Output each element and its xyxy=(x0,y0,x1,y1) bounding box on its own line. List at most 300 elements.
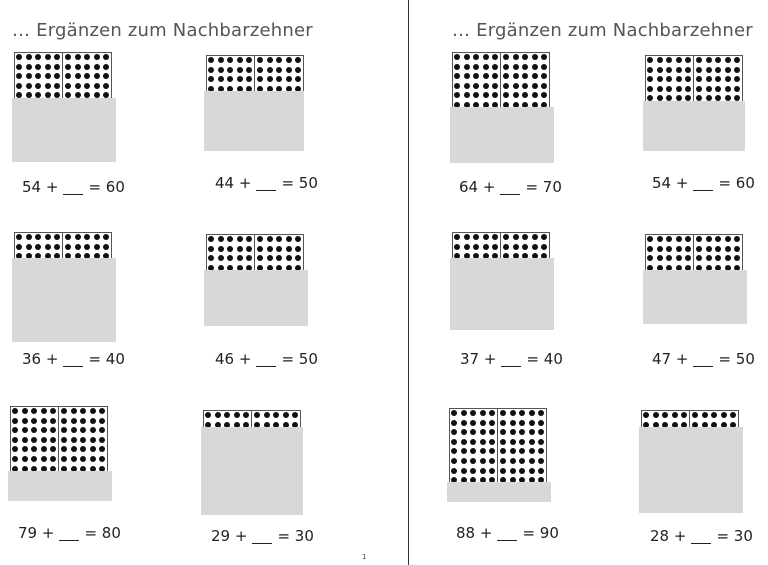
equation-lhs: 88 + xyxy=(456,524,493,542)
counter-dot xyxy=(676,246,682,252)
cover-card xyxy=(204,91,304,151)
equation xyxy=(215,174,318,192)
equation-rhs: = 80 xyxy=(84,524,121,542)
counter-dot xyxy=(65,244,71,250)
counter-dot xyxy=(503,64,509,70)
left-page-title: … Ergänzen zum Nachbarzehner xyxy=(12,20,313,41)
counter-dot xyxy=(461,410,467,416)
counter-dot xyxy=(500,410,506,416)
counter-dot xyxy=(480,420,486,426)
counter-dot xyxy=(65,83,71,89)
counter-dot xyxy=(84,83,90,89)
equation-rhs: = 40 xyxy=(526,350,563,368)
counter-dot xyxy=(454,54,460,60)
counter-dot xyxy=(529,410,535,416)
counter-dot xyxy=(254,412,260,418)
equation xyxy=(460,350,563,368)
counter-dot xyxy=(480,468,486,474)
counter-dot xyxy=(71,456,77,462)
counter-dot xyxy=(706,76,712,82)
counter-dot xyxy=(696,67,702,73)
counter-dot xyxy=(257,246,263,252)
counter-dot xyxy=(706,86,712,92)
counter-dot xyxy=(503,234,509,240)
counter-dot xyxy=(454,83,460,89)
equation xyxy=(650,527,753,545)
equation xyxy=(18,524,121,542)
counter-dot xyxy=(676,76,682,82)
counter-dot xyxy=(16,64,22,70)
answer-blank[interactable] xyxy=(252,543,272,544)
equation-lhs: 79 + xyxy=(18,524,55,542)
counter-dot xyxy=(71,437,77,443)
counter-dot xyxy=(647,236,653,242)
counter-dot xyxy=(696,86,702,92)
counter-dot xyxy=(45,83,51,89)
counter-dot xyxy=(61,408,67,414)
counter-dot xyxy=(286,57,292,63)
counter-dot xyxy=(84,64,90,70)
counter-dot xyxy=(461,429,467,435)
counter-dot xyxy=(218,236,224,242)
counter-dot xyxy=(529,420,535,426)
equation-rhs: = 90 xyxy=(522,524,559,542)
counter-dot xyxy=(473,64,479,70)
counter-dot xyxy=(286,236,292,242)
counter-dot xyxy=(75,234,81,240)
counter-dot xyxy=(500,468,506,474)
counter-dot xyxy=(451,468,457,474)
counter-dot xyxy=(71,427,77,433)
equation-lhs: 44 + xyxy=(215,174,252,192)
counter-dot xyxy=(510,410,516,416)
counter-dot xyxy=(454,234,460,240)
counter-dot xyxy=(16,54,22,60)
counter-dot xyxy=(643,412,649,418)
counter-dot xyxy=(513,244,519,250)
answer-blank[interactable] xyxy=(63,194,83,195)
answer-blank[interactable] xyxy=(256,190,276,191)
cover-card xyxy=(8,471,112,501)
counter-dot xyxy=(45,244,51,250)
counter-dot xyxy=(22,437,28,443)
counter-dot xyxy=(464,54,470,60)
counter-dot xyxy=(26,83,32,89)
equation xyxy=(459,178,562,196)
counter-dot xyxy=(451,410,457,416)
equation-lhs: 54 + xyxy=(652,174,689,192)
counter-dot xyxy=(208,67,214,73)
counter-dot xyxy=(41,437,47,443)
counter-dot xyxy=(529,468,535,474)
answer-blank[interactable] xyxy=(501,366,521,367)
counter-dot xyxy=(237,76,243,82)
counter-dot xyxy=(286,246,292,252)
counter-dot xyxy=(61,456,67,462)
counter-dot xyxy=(94,244,100,250)
page-number: 1 xyxy=(362,553,367,561)
counter-dot xyxy=(90,456,96,462)
counter-dot xyxy=(94,234,100,240)
counter-dot xyxy=(696,236,702,242)
counter-dot xyxy=(657,76,663,82)
equation-lhs: 54 + xyxy=(22,178,59,196)
counter-dot xyxy=(31,418,37,424)
counter-dot xyxy=(41,427,47,433)
counter-dot xyxy=(286,255,292,261)
counter-dot xyxy=(666,86,672,92)
counter-dot xyxy=(510,458,516,464)
counter-dot xyxy=(94,83,100,89)
counter-dot xyxy=(676,236,682,242)
counter-dot xyxy=(65,64,71,70)
counter-dot xyxy=(451,458,457,464)
equation-rhs: = 50 xyxy=(281,174,318,192)
counter-dot xyxy=(26,54,32,60)
equation-lhs: 28 + xyxy=(650,527,687,545)
counter-dot xyxy=(666,246,672,252)
counter-dot xyxy=(22,456,28,462)
counter-dot xyxy=(464,73,470,79)
counter-dot xyxy=(45,54,51,60)
counter-dot xyxy=(26,64,32,70)
counter-dot xyxy=(519,420,525,426)
counter-dot xyxy=(725,246,731,252)
counter-dot xyxy=(500,439,506,445)
right-page-title: … Ergänzen zum Nachbarzehner xyxy=(452,20,753,41)
counter-dot xyxy=(666,67,672,73)
counter-dot xyxy=(519,439,525,445)
counter-dot xyxy=(676,255,682,261)
counter-dot xyxy=(657,255,663,261)
counter-dot xyxy=(657,236,663,242)
counter-dot xyxy=(218,76,224,82)
counter-dot xyxy=(725,255,731,261)
counter-dot xyxy=(75,54,81,60)
counter-dot xyxy=(483,64,489,70)
counter-dot xyxy=(715,67,721,73)
counter-dot xyxy=(65,234,71,240)
counter-dot xyxy=(283,412,289,418)
counter-dot xyxy=(257,57,263,63)
counter-dot xyxy=(725,76,731,82)
counter-dot xyxy=(725,86,731,92)
counter-dot xyxy=(532,73,538,79)
counter-dot xyxy=(16,83,22,89)
counter-dot xyxy=(519,468,525,474)
equation xyxy=(22,178,125,196)
counter-dot xyxy=(41,408,47,414)
counter-dot xyxy=(532,83,538,89)
counter-dot xyxy=(461,468,467,474)
cover-card xyxy=(201,427,303,515)
counter-dot xyxy=(94,73,100,79)
equation xyxy=(652,350,755,368)
cover-card xyxy=(204,270,308,326)
counter-dot xyxy=(483,73,489,79)
cover-card xyxy=(12,258,116,342)
equation-rhs: = 60 xyxy=(88,178,125,196)
counter-dot xyxy=(41,456,47,462)
counter-dot xyxy=(676,57,682,63)
cover-card xyxy=(643,101,745,151)
counter-dot xyxy=(90,437,96,443)
equation-rhs: = 30 xyxy=(716,527,753,545)
counter-dot xyxy=(90,408,96,414)
equation-rhs: = 30 xyxy=(277,527,314,545)
equation-lhs: 64 + xyxy=(459,178,496,196)
counter-dot xyxy=(725,67,731,73)
counter-dot xyxy=(80,418,86,424)
counter-dot xyxy=(218,57,224,63)
counter-dot xyxy=(237,57,243,63)
counter-dot xyxy=(26,244,32,250)
cover-card xyxy=(643,270,747,324)
counter-dot xyxy=(276,246,282,252)
counter-dot xyxy=(522,83,528,89)
counter-dot xyxy=(218,67,224,73)
counter-dot xyxy=(286,67,292,73)
counter-dot xyxy=(500,420,506,426)
equation-lhs: 46 + xyxy=(215,350,252,368)
counter-dot xyxy=(532,64,538,70)
counter-dot xyxy=(513,54,519,60)
cover-card xyxy=(450,107,554,163)
counter-dot xyxy=(513,73,519,79)
counter-dot xyxy=(532,234,538,240)
counter-dot xyxy=(267,76,273,82)
counter-dot xyxy=(503,83,509,89)
counter-dot xyxy=(454,244,460,250)
counter-dot xyxy=(35,64,41,70)
counter-dot xyxy=(500,458,506,464)
counter-dot xyxy=(532,244,538,250)
counter-dot xyxy=(692,412,698,418)
counter-dot xyxy=(657,246,663,252)
counter-dot xyxy=(532,54,538,60)
counter-dot xyxy=(696,246,702,252)
counter-dot xyxy=(90,427,96,433)
counter-dot xyxy=(529,458,535,464)
counter-dot xyxy=(257,236,263,242)
counter-dot xyxy=(513,83,519,89)
counter-dot xyxy=(480,458,486,464)
counter-dot xyxy=(31,437,37,443)
counter-dot xyxy=(676,67,682,73)
counter-dot xyxy=(510,468,516,474)
counter-dot xyxy=(653,412,659,418)
counter-dot xyxy=(208,246,214,252)
counter-dot xyxy=(706,67,712,73)
counter-dot xyxy=(267,236,273,242)
equation-rhs: = 70 xyxy=(525,178,562,196)
counter-dot xyxy=(657,57,663,63)
counter-dot xyxy=(510,429,516,435)
counter-dot xyxy=(45,64,51,70)
counter-dot xyxy=(454,64,460,70)
counter-dot xyxy=(470,420,476,426)
counter-dot xyxy=(473,244,479,250)
counter-dot xyxy=(647,86,653,92)
answer-blank[interactable] xyxy=(693,366,713,367)
cover-card xyxy=(639,427,743,513)
counter-dot xyxy=(208,236,214,242)
equation-rhs: = 50 xyxy=(281,350,318,368)
counter-dot xyxy=(80,437,86,443)
counter-dot xyxy=(267,255,273,261)
counter-dot xyxy=(94,64,100,70)
counter-dot xyxy=(61,437,67,443)
counter-dot xyxy=(451,439,457,445)
counter-dot xyxy=(237,236,243,242)
counter-dot xyxy=(267,246,273,252)
counter-dot xyxy=(276,67,282,73)
answer-blank[interactable] xyxy=(59,540,79,541)
counter-dot xyxy=(237,67,243,73)
counter-dot xyxy=(45,234,51,240)
answer-blank[interactable] xyxy=(500,194,520,195)
counter-dot xyxy=(237,255,243,261)
counter-dot xyxy=(90,418,96,424)
counter-dot xyxy=(725,236,731,242)
equation xyxy=(456,524,559,542)
page-divider xyxy=(408,0,409,565)
counter-dot xyxy=(267,67,273,73)
counter-dot xyxy=(208,57,214,63)
cover-card xyxy=(450,258,554,330)
counter-dot xyxy=(513,234,519,240)
counter-dot xyxy=(22,418,28,424)
counter-dot xyxy=(41,418,47,424)
counter-dot xyxy=(721,412,727,418)
counter-dot xyxy=(461,420,467,426)
equation-rhs: = 40 xyxy=(88,350,125,368)
counter-dot xyxy=(22,408,28,414)
counter-dot xyxy=(61,418,67,424)
counter-dot xyxy=(227,67,233,73)
counter-dot xyxy=(657,67,663,73)
counter-dot xyxy=(480,439,486,445)
equation-rhs: = 50 xyxy=(718,350,755,368)
counter-dot xyxy=(503,244,509,250)
counter-dot xyxy=(464,64,470,70)
counter-dot xyxy=(483,83,489,89)
counter-dot xyxy=(16,234,22,240)
answer-blank[interactable] xyxy=(63,366,83,367)
counter-dot xyxy=(696,57,702,63)
cover-card xyxy=(447,482,551,502)
counter-dot xyxy=(12,418,18,424)
counter-dot xyxy=(529,429,535,435)
counter-dot xyxy=(503,54,509,60)
counter-dot xyxy=(510,439,516,445)
counter-dot xyxy=(480,410,486,416)
counter-dot xyxy=(26,234,32,240)
counter-dot xyxy=(510,420,516,426)
counter-dot xyxy=(12,437,18,443)
equation-lhs: 36 + xyxy=(22,350,59,368)
counter-dot xyxy=(522,64,528,70)
counter-dot xyxy=(464,234,470,240)
counter-dot xyxy=(706,236,712,242)
counter-dot xyxy=(257,67,263,73)
counter-dot xyxy=(480,429,486,435)
answer-blank[interactable] xyxy=(256,366,276,367)
counter-dot xyxy=(676,86,682,92)
counter-dot xyxy=(75,64,81,70)
counter-dot xyxy=(451,420,457,426)
counter-dot xyxy=(715,86,721,92)
counter-dot xyxy=(71,418,77,424)
counter-dot xyxy=(264,412,270,418)
counter-dot xyxy=(218,246,224,252)
cover-card xyxy=(12,98,116,162)
counter-dot xyxy=(16,244,22,250)
counter-dot xyxy=(227,246,233,252)
counter-dot xyxy=(702,412,708,418)
answer-blank[interactable] xyxy=(693,190,713,191)
counter-dot xyxy=(237,246,243,252)
counter-dot xyxy=(75,244,81,250)
counter-dot xyxy=(470,468,476,474)
counter-dot xyxy=(65,54,71,60)
counter-dot xyxy=(470,439,476,445)
counter-dot xyxy=(647,67,653,73)
counter-dot xyxy=(473,83,479,89)
counter-dot xyxy=(205,412,211,418)
counter-dot xyxy=(461,458,467,464)
counter-dot xyxy=(84,244,90,250)
equation xyxy=(22,350,125,368)
counter-dot xyxy=(234,412,240,418)
counter-dot xyxy=(26,73,32,79)
counter-dot xyxy=(522,244,528,250)
counter-dot xyxy=(513,64,519,70)
counter-dot xyxy=(706,57,712,63)
equation xyxy=(215,350,318,368)
equation-rhs: = 60 xyxy=(718,174,755,192)
counter-dot xyxy=(725,57,731,63)
equation-lhs: 37 + xyxy=(460,350,497,368)
counter-dot xyxy=(672,412,678,418)
counter-dot xyxy=(267,57,273,63)
counter-dot xyxy=(45,73,51,79)
counter-dot xyxy=(35,83,41,89)
answer-blank[interactable] xyxy=(497,540,517,541)
counter-dot xyxy=(657,86,663,92)
counter-dot xyxy=(464,83,470,89)
counter-dot xyxy=(483,234,489,240)
counter-dot xyxy=(483,244,489,250)
counter-dot xyxy=(75,73,81,79)
counter-dot xyxy=(706,255,712,261)
counter-dot xyxy=(94,54,100,60)
counter-dot xyxy=(22,427,28,433)
counter-dot xyxy=(464,244,470,250)
counter-dot xyxy=(706,246,712,252)
counter-dot xyxy=(35,244,41,250)
counter-dot xyxy=(647,57,653,63)
counter-dot xyxy=(12,456,18,462)
counter-dot xyxy=(286,76,292,82)
answer-blank[interactable] xyxy=(691,543,711,544)
counter-dot xyxy=(218,255,224,261)
counter-dot xyxy=(483,54,489,60)
equation xyxy=(652,174,755,192)
counter-dot xyxy=(461,439,467,445)
equation-lhs: 29 + xyxy=(211,527,248,545)
counter-dot xyxy=(75,83,81,89)
